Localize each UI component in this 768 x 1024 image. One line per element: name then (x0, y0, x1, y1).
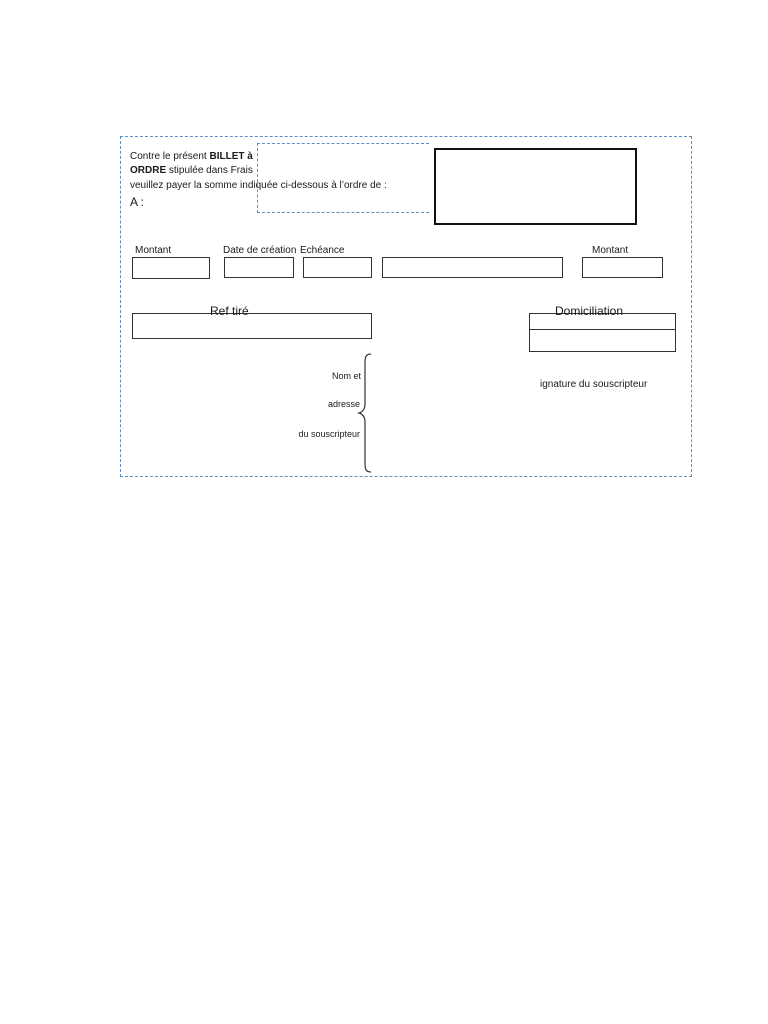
ref-tire-box[interactable] (132, 313, 372, 339)
domiciliation-label: Domiciliation (555, 304, 624, 318)
nom-et-label: Nom et (331, 371, 361, 381)
intro-billet-bold: BILLET à (209, 151, 253, 162)
date-creation-field[interactable] (224, 257, 294, 278)
dashed-line-top (257, 143, 429, 144)
echeance-label: Echéance (300, 245, 345, 256)
date-creation-label: Date de création (223, 245, 297, 256)
intro-ordre-bold: ORDRE (130, 165, 167, 176)
intro-prefix: Contre le présent (130, 151, 207, 162)
echeance-field[interactable] (303, 257, 372, 278)
intro-line-1 (130, 151, 253, 163)
dashed-line-left (257, 143, 258, 213)
dashed-line-bottom (257, 212, 429, 213)
montant-right-field[interactable] (582, 257, 663, 278)
domiciliation-bottom-box[interactable] (529, 329, 676, 352)
montant-left-label: Montant (135, 245, 172, 256)
du-souscripteur-label: du souscripteur (298, 429, 360, 439)
amount-box[interactable] (434, 148, 637, 225)
montant-right-label: Montant (592, 245, 629, 256)
blank-field[interactable] (382, 257, 563, 278)
ref-tire-label: Ref tiré (210, 304, 249, 318)
intro-line-4: A : (130, 195, 145, 209)
intro-stipulee: stipulée dans Frais (168, 165, 253, 176)
signature-label: ignature du souscripteur (540, 379, 648, 390)
montant-left-field[interactable] (132, 257, 210, 279)
curly-brace-icon (356, 352, 376, 474)
intro-line-3: veuillez payer la somme indiquée ci-dessous à l’ordre de : (130, 180, 387, 191)
adresse-label: adresse (327, 399, 360, 409)
intro-line-2 (130, 165, 253, 177)
